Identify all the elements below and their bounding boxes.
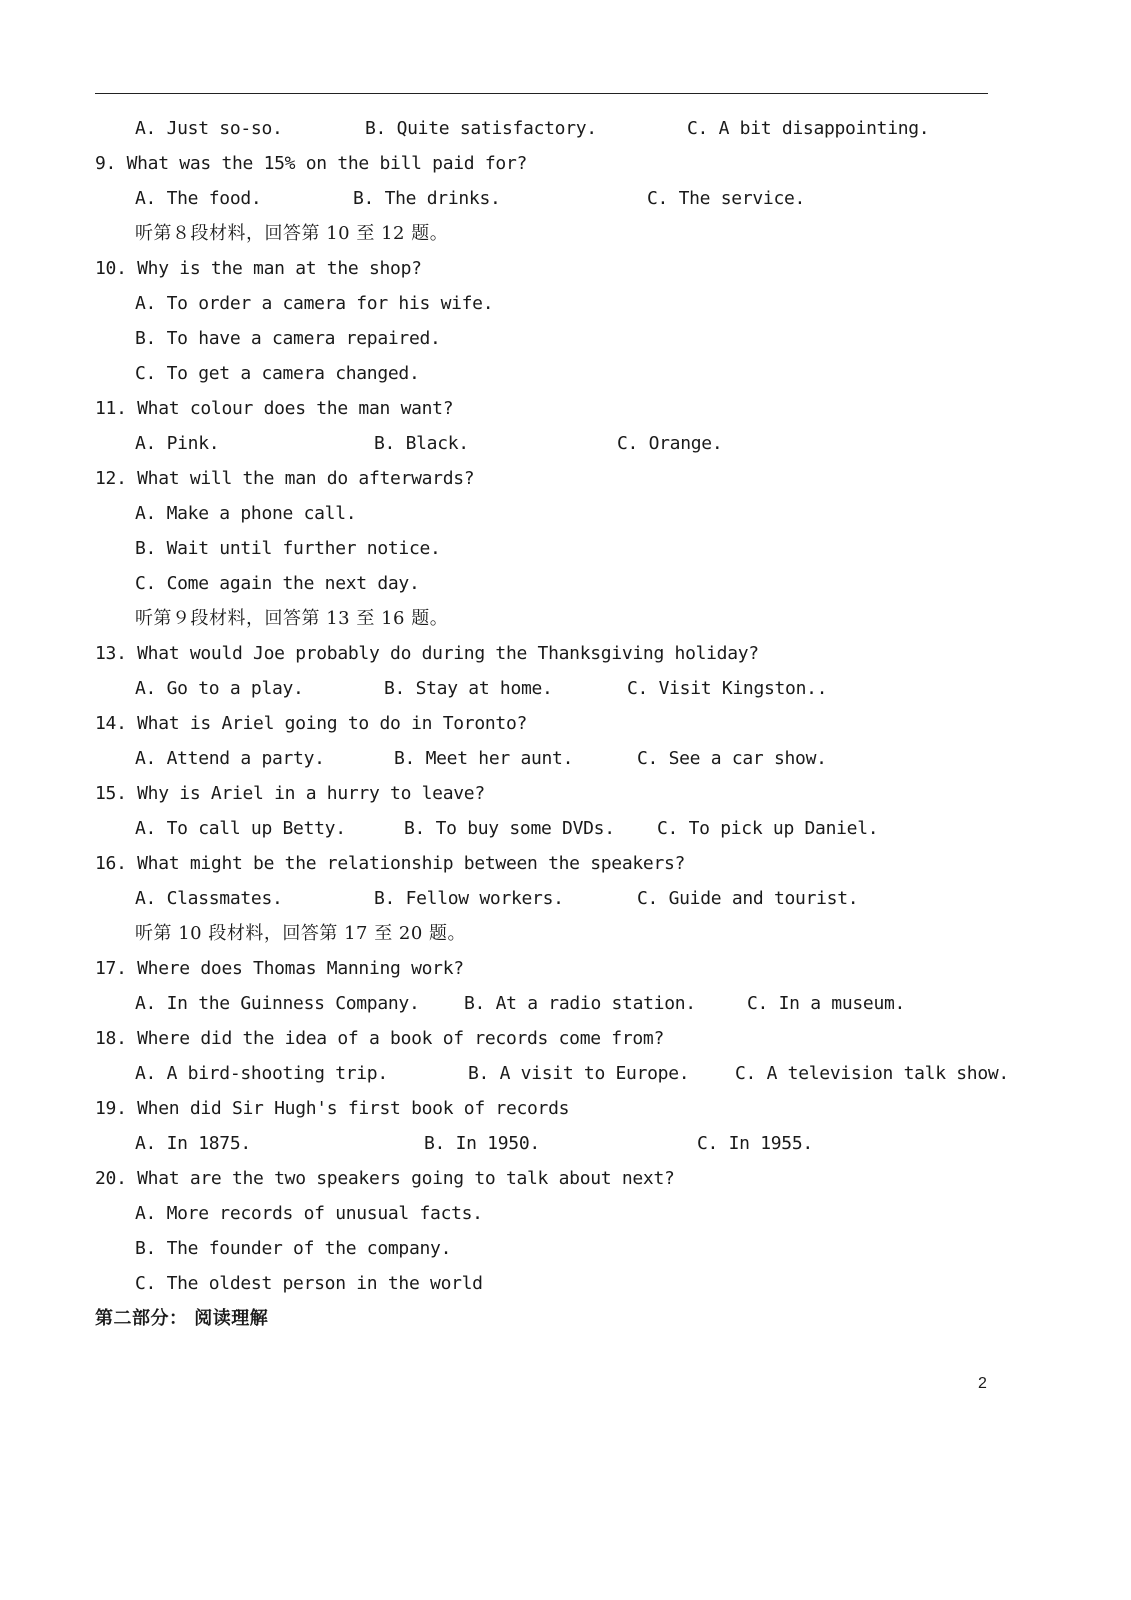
q16-stem: 16. What might be the relationship between the speakers? (95, 853, 686, 874)
q15-option-b: B. To buy some DVDs. (404, 818, 615, 839)
q18-option-c: C. A television talk show. (735, 1063, 1009, 1084)
q13-option-a: A. Go to a play. (135, 678, 304, 699)
q9-stem: 9. What was the 15% on the bill paid for? (95, 153, 528, 174)
q16-option-a: A. Classmates. (135, 888, 283, 909)
q13-option-c: C. Visit Kingston.. (627, 678, 828, 699)
q9-option-a: A. The food. (135, 188, 262, 209)
q17-option-a: A. In the Guinness Company. (135, 993, 420, 1014)
q18-stem: 18. Where did the idea of a book of records come from? (95, 1028, 664, 1049)
q16-option-b: B. Fellow workers. (374, 888, 564, 909)
q14-option-b: B. Meet her aunt. (394, 748, 574, 769)
q20-option-b: B. The founder of the company. (135, 1238, 452, 1259)
q10-option-a: A. To order a camera for his wife. (135, 293, 494, 314)
q8-option-a: A. Just so-so. (135, 118, 283, 139)
q18-option-b: B. A visit to Europe. (468, 1063, 690, 1084)
q14-stem: 14. What is Ariel going to do in Toronto? (95, 713, 528, 734)
section-10-instruction: 听第 10 段材料，回答第 17 至 20 题。 (135, 923, 467, 944)
q8-option-c: C. A bit disappointing. (687, 118, 930, 139)
q12-option-b: B. Wait until further notice. (135, 538, 441, 559)
q9-option-c: C. The service. (647, 188, 806, 209)
q10-option-b: B. To have a camera repaired. (135, 328, 441, 349)
q20-option-c: C. The oldest person in the world (135, 1273, 483, 1294)
header-rule (95, 93, 988, 94)
q19-option-c: C. In 1955. (697, 1133, 813, 1154)
q15-option-c: C. To pick up Daniel. (657, 818, 879, 839)
q12-stem: 12. What will the man do afterwards? (95, 468, 475, 489)
q11-option-b: B. Black. (374, 433, 469, 454)
q16-option-c: C. Guide and tourist. (637, 888, 859, 909)
q9-option-b: B. The drinks. (353, 188, 501, 209)
q20-option-a: A. More records of unusual facts. (135, 1203, 483, 1224)
section-8-instruction: 听第８段材料，回答第 10 至 12 题。 (135, 223, 449, 244)
q11-option-a: A. Pink. (135, 433, 220, 454)
q13-option-b: B. Stay at home. (384, 678, 553, 699)
q8-option-b: B. Quite satisfactory. (365, 118, 597, 139)
q19-stem: 19. When did Sir Hugh's first book of records (95, 1098, 570, 1119)
q17-stem: 17. Where does Thomas Manning work? (95, 958, 464, 979)
q10-option-c: C. To get a camera changed. (135, 363, 420, 384)
q17-option-b: B. At a radio station. (464, 993, 696, 1014)
page-number: 2 (978, 1375, 987, 1392)
q12-option-c: C. Come again the next day. (135, 573, 420, 594)
q18-option-a: A. A bird-shooting trip. (135, 1063, 388, 1084)
q10-stem: 10. Why is the man at the shop? (95, 258, 422, 279)
q11-option-c: C. Orange. (617, 433, 723, 454)
part-2-heading: 第二部分： 阅读理解 (95, 1308, 269, 1329)
section-9-instruction: 听第９段材料，回答第 13 至 16 题。 (135, 608, 449, 629)
q13-stem: 13. What would Joe probably do during the Thanksgiving holiday? (95, 643, 759, 664)
q20-stem: 20. What are the two speakers going to talk about next? (95, 1168, 675, 1189)
q19-option-a: A. In 1875. (135, 1133, 251, 1154)
q15-stem: 15. Why is Ariel in a hurry to leave? (95, 783, 485, 804)
q17-option-c: C. In a museum. (747, 993, 906, 1014)
q12-option-a: A. Make a phone call. (135, 503, 357, 524)
q15-option-a: A. To call up Betty. (135, 818, 346, 839)
q14-option-a: A. Attend a party. (135, 748, 325, 769)
q14-option-c: C. See a car show. (637, 748, 827, 769)
q19-option-b: B. In 1950. (424, 1133, 540, 1154)
q11-stem: 11. What colour does the man want? (95, 398, 454, 419)
